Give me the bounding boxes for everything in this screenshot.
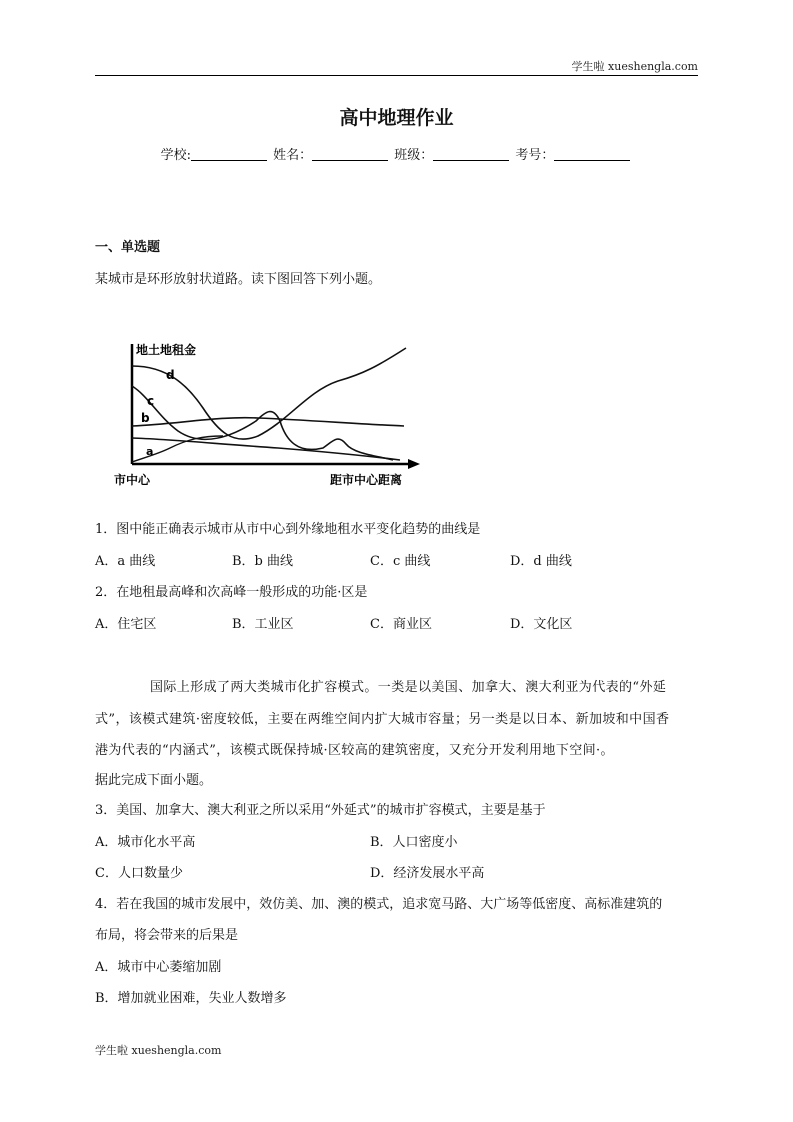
q2-option-b[interactable]: B．工业区: [232, 617, 294, 632]
intro-text: 某城市是环形放射状道路。读下图回答下列小题。: [95, 272, 382, 287]
q4-option-a[interactable]: A．城市中心萎缩加剧: [95, 960, 222, 975]
q3-stem: 3．美国、加拿大、澳大利亚之所以采用“外延式”的城市扩容模式，主要是基于: [95, 803, 546, 818]
y-axis-label: 地土地租金: [136, 343, 197, 357]
q2-option-a[interactable]: A．住宅区: [95, 617, 157, 632]
x-axis-label: 距市中心距离: [330, 473, 403, 487]
page-header: 学生啦 xueshengla.com: [571, 60, 698, 73]
header-rule: [95, 75, 698, 76]
q3-option-a[interactable]: A．城市化水平高: [95, 835, 196, 850]
q1-option-a[interactable]: A．a 曲线: [95, 554, 156, 569]
passage-line-1: 国际上形成了两大类城市化扩容模式。一类是以美国、加拿大、澳大利亚为代表的“外延: [150, 680, 667, 695]
number-blank[interactable]: [554, 148, 630, 161]
curve-a-label: a: [146, 445, 154, 458]
name-label: 姓名：: [273, 148, 313, 163]
curve-b: [132, 418, 404, 426]
q2-option-c[interactable]: C．商业区: [370, 617, 432, 632]
school-blank[interactable]: [191, 148, 267, 161]
q4-option-b[interactable]: B．增加就业困难，失业人数增多: [95, 991, 287, 1006]
q3-option-c[interactable]: C．人口数量少: [95, 866, 183, 881]
curve-b-label: b: [141, 411, 150, 425]
x-axis-arrow: [408, 459, 420, 469]
q4-stem-line-2: 布局，将会带来的后果是: [95, 928, 239, 943]
student-info-line: [0, 144, 793, 163]
curve-c-label: c: [147, 394, 155, 408]
page-footer: 学生啦 xueshengla.com: [95, 1044, 222, 1057]
school-label: 学校:: [160, 148, 191, 163]
passage-lead: 据此完成下面小题。: [95, 773, 213, 788]
q2-stem: 2．在地租最高峰和次高峰一般形成的功能·区是: [95, 585, 368, 600]
q3-option-b[interactable]: B．人口密度小: [370, 835, 458, 850]
q1-option-d[interactable]: D．d 曲线: [510, 554, 572, 569]
curve-d-label: d: [166, 368, 175, 382]
number-label: 考号：: [515, 148, 555, 163]
passage-line-3: 港为代表的“内涵式”，该模式既保持城·区较高的建筑密度，又充分开发利用地下空间·。: [95, 743, 614, 758]
land-rent-figure: [108, 336, 428, 490]
section-heading: 一、单选题: [95, 240, 161, 255]
curve-a: [132, 438, 400, 460]
q2-option-d[interactable]: D．文化区: [510, 617, 573, 632]
q1-option-c[interactable]: C．c 曲线: [370, 554, 431, 569]
class-label: 班级：: [394, 148, 434, 163]
q1-option-b[interactable]: B．b 曲线: [232, 554, 294, 569]
q1-stem: 1．图中能正确表示城市从市中心到外缘地租水平变化趋势的曲线是: [95, 522, 481, 537]
curve-d: [132, 348, 406, 439]
q3-option-d[interactable]: D．经济发展水平高: [370, 866, 485, 881]
x-origin-label: 市中心: [114, 473, 151, 487]
name-blank[interactable]: [312, 148, 388, 161]
passage-line-2: 式”，该模式建筑·密度较低，主要在两维空间内扩大城市容量；另一类是以日本、新加坡和中国香: [95, 712, 670, 727]
q4-stem-line-1: 4．若在我国的城市发展中，效仿美、加、澳的模式，追求宽马路、大广场等低密度、高标准建筑的: [95, 897, 663, 912]
page-title: 高中地理作业: [339, 107, 454, 129]
class-blank[interactable]: [433, 148, 509, 161]
